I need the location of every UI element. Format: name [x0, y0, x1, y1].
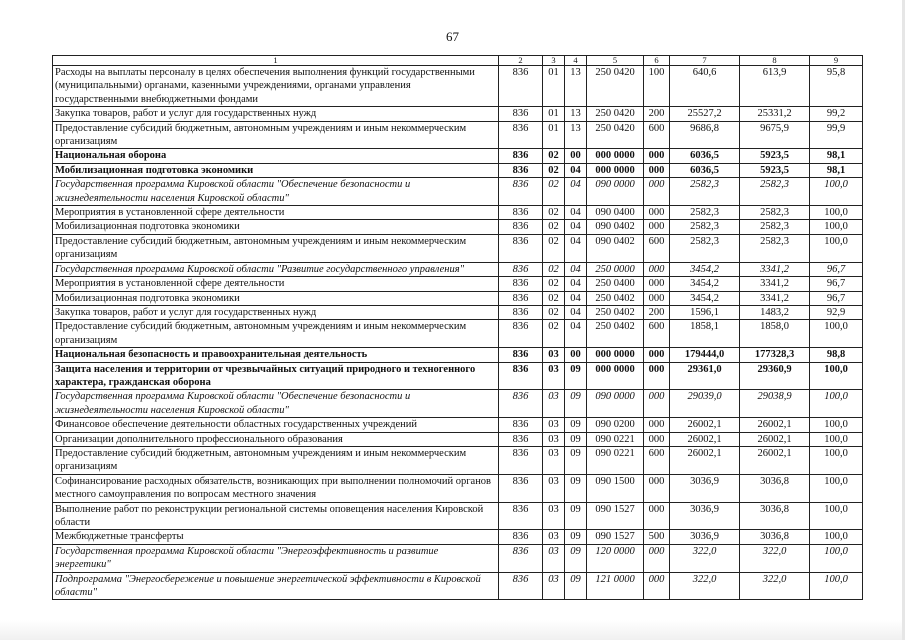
row-value-cell: 836	[499, 502, 543, 530]
row-value-cell: 836	[499, 178, 543, 206]
row-value-cell: 26002,1	[740, 418, 810, 432]
row-value-cell: 26002,1	[740, 432, 810, 446]
row-value-cell: 03	[543, 502, 565, 530]
row-value-cell: 836	[499, 66, 543, 107]
row-value-cell: 000	[644, 544, 670, 572]
row-value-cell: 100,0	[810, 220, 863, 234]
row-value-cell: 000	[644, 474, 670, 502]
row-value-cell: 2582,3	[740, 220, 810, 234]
row-value-cell: 98,1	[810, 149, 863, 163]
row-value-cell: 6036,5	[670, 163, 740, 177]
row-name-cell: Предоставление субсидий бюджетным, автономным учреждениям и иным некоммерческим организациям	[53, 446, 499, 474]
row-value-cell: 3341,2	[740, 291, 810, 305]
table-row	[53, 390, 863, 418]
row-name-cell: Софинансирование расходных обязательств, возникающих при выполнении полномочий органов местного самоуправления по вопросам местного значения	[53, 474, 499, 502]
row-value-cell: 1596,1	[670, 305, 740, 319]
row-name-cell: Мероприятия в установленной сфере деятельности	[53, 277, 499, 291]
row-value-cell: 836	[499, 474, 543, 502]
row-value-cell: 95,8	[810, 66, 863, 107]
row-value-cell: 04	[565, 178, 587, 206]
row-value-cell: 000 0000	[587, 163, 644, 177]
row-value-cell: 96,7	[810, 277, 863, 291]
row-value-cell: 836	[499, 530, 543, 544]
row-value-cell: 250 0402	[587, 320, 644, 348]
row-value-cell: 250 0400	[587, 277, 644, 291]
row-value-cell: 01	[543, 121, 565, 149]
row-value-cell: 02	[543, 149, 565, 163]
table-row	[53, 348, 863, 362]
row-value-cell: 26002,1	[670, 418, 740, 432]
row-value-cell: 000	[644, 163, 670, 177]
table-row	[53, 149, 863, 163]
row-name-cell: Мероприятия в установленной сфере деятельности	[53, 206, 499, 220]
row-value-cell: 09	[565, 572, 587, 600]
row-value-cell: 322,0	[740, 544, 810, 572]
row-value-cell: 3036,8	[740, 474, 810, 502]
header-cell: 5	[587, 56, 644, 66]
row-name-cell: Подпрограмма "Энергосбережение и повышение энергетической эффективности в Кировской области"	[53, 572, 499, 600]
row-value-cell: 2582,3	[740, 206, 810, 220]
row-value-cell: 250 0420	[587, 66, 644, 107]
budget-table	[52, 55, 863, 600]
table-row	[53, 107, 863, 121]
row-value-cell: 04	[565, 320, 587, 348]
row-value-cell: 6036,5	[670, 149, 740, 163]
row-value-cell: 09	[565, 418, 587, 432]
row-value-cell: 13	[565, 107, 587, 121]
row-value-cell: 26002,1	[670, 432, 740, 446]
row-value-cell: 836	[499, 234, 543, 262]
row-value-cell: 3036,9	[670, 474, 740, 502]
table-row	[53, 305, 863, 319]
row-value-cell: 02	[543, 277, 565, 291]
row-value-cell: 9686,8	[670, 121, 740, 149]
row-value-cell: 01	[543, 107, 565, 121]
row-value-cell: 090 0400	[587, 206, 644, 220]
row-value-cell: 03	[543, 572, 565, 600]
row-name-cell: Предоставление субсидий бюджетным, автономным учреждениям и иным некоммерческим организациям	[53, 234, 499, 262]
row-value-cell: 98,8	[810, 348, 863, 362]
row-value-cell: 322,0	[740, 572, 810, 600]
row-name-cell: Организации дополнительного профессионального образования	[53, 432, 499, 446]
row-value-cell: 02	[543, 178, 565, 206]
row-value-cell: 09	[565, 432, 587, 446]
row-value-cell: 600	[644, 446, 670, 474]
row-value-cell: 600	[644, 234, 670, 262]
row-value-cell: 600	[644, 320, 670, 348]
row-value-cell: 090 0200	[587, 418, 644, 432]
row-name-cell: Предоставление субсидий бюджетным, автономным учреждениям и иным некоммерческим организациям	[53, 320, 499, 348]
table-row	[53, 66, 863, 107]
row-value-cell: 120 0000	[587, 544, 644, 572]
row-value-cell: 04	[565, 206, 587, 220]
row-value-cell: 250 0402	[587, 291, 644, 305]
row-value-cell: 02	[543, 220, 565, 234]
row-name-cell: Государственная программа Кировской области "Развитие государственного управления"	[53, 262, 499, 276]
row-value-cell: 3036,8	[740, 530, 810, 544]
row-value-cell: 836	[499, 262, 543, 276]
row-value-cell: 03	[543, 446, 565, 474]
row-value-cell: 836	[499, 107, 543, 121]
row-value-cell: 02	[543, 206, 565, 220]
row-value-cell: 26002,1	[740, 446, 810, 474]
row-value-cell: 04	[565, 291, 587, 305]
row-value-cell: 5923,5	[740, 163, 810, 177]
row-value-cell: 177328,3	[740, 348, 810, 362]
row-value-cell: 000	[644, 220, 670, 234]
row-name-cell: Государственная программа Кировской области "Обеспечение безопасности и жизнедеятельности населения Кировской области"	[53, 178, 499, 206]
row-value-cell: 00	[565, 348, 587, 362]
row-value-cell: 090 0221	[587, 446, 644, 474]
row-value-cell: 100,0	[810, 572, 863, 600]
row-value-cell: 000 0000	[587, 348, 644, 362]
row-value-cell: 836	[499, 121, 543, 149]
row-value-cell: 836	[499, 206, 543, 220]
table-row	[53, 502, 863, 530]
row-value-cell: 09	[565, 362, 587, 390]
row-value-cell: 613,9	[740, 66, 810, 107]
row-value-cell: 836	[499, 544, 543, 572]
row-name-cell: Межбюджетные трансферты	[53, 530, 499, 544]
row-name-cell: Закупка товаров, работ и услуг для государственных нужд	[53, 107, 499, 121]
header-cell: 4	[565, 56, 587, 66]
table-row	[53, 474, 863, 502]
header-cell: 8	[740, 56, 810, 66]
row-value-cell: 99,9	[810, 121, 863, 149]
row-value-cell: 250 0402	[587, 305, 644, 319]
row-value-cell: 29038,9	[740, 390, 810, 418]
row-value-cell: 100,0	[810, 502, 863, 530]
row-value-cell: 200	[644, 305, 670, 319]
row-value-cell: 04	[565, 262, 587, 276]
row-value-cell: 3341,2	[740, 277, 810, 291]
row-value-cell: 100,0	[810, 320, 863, 348]
row-value-cell: 26002,1	[670, 446, 740, 474]
header-row	[53, 56, 863, 66]
row-value-cell: 3454,2	[670, 262, 740, 276]
row-value-cell: 2582,3	[740, 178, 810, 206]
row-value-cell: 1483,2	[740, 305, 810, 319]
row-value-cell: 000	[644, 291, 670, 305]
table-row	[53, 163, 863, 177]
table-row	[53, 530, 863, 544]
row-value-cell: 090 0402	[587, 234, 644, 262]
table-row	[53, 291, 863, 305]
row-value-cell: 29361,0	[670, 362, 740, 390]
row-name-cell: Закупка товаров, работ и услуг для государственных нужд	[53, 305, 499, 319]
row-value-cell: 322,0	[670, 572, 740, 600]
row-value-cell: 836	[499, 432, 543, 446]
row-value-cell: 29039,0	[670, 390, 740, 418]
row-value-cell: 836	[499, 348, 543, 362]
row-value-cell: 322,0	[670, 544, 740, 572]
row-value-cell: 000	[644, 262, 670, 276]
row-value-cell: 02	[543, 163, 565, 177]
row-value-cell: 000	[644, 432, 670, 446]
row-value-cell: 03	[543, 390, 565, 418]
row-value-cell: 3036,9	[670, 502, 740, 530]
header-cell: 7	[670, 56, 740, 66]
table-row	[53, 121, 863, 149]
row-value-cell: 02	[543, 262, 565, 276]
row-value-cell: 090 0402	[587, 220, 644, 234]
row-value-cell: 200	[644, 107, 670, 121]
row-value-cell: 99,2	[810, 107, 863, 121]
row-value-cell: 03	[543, 432, 565, 446]
table-row	[53, 320, 863, 348]
table-row	[53, 220, 863, 234]
row-value-cell: 02	[543, 291, 565, 305]
table-row	[53, 544, 863, 572]
header-cell: 3	[543, 56, 565, 66]
row-value-cell: 100,0	[810, 390, 863, 418]
row-value-cell: 090 0221	[587, 432, 644, 446]
row-name-cell: Расходы на выплаты персоналу в целях обеспечения выполнения функций государственными (муниципальными) органами, казенными учреждениями, органами управления государственными внебюджетными фондами	[53, 66, 499, 107]
row-value-cell: 01	[543, 66, 565, 107]
row-value-cell: 836	[499, 291, 543, 305]
row-value-cell: 100,0	[810, 418, 863, 432]
row-value-cell: 000	[644, 572, 670, 600]
row-value-cell: 500	[644, 530, 670, 544]
row-value-cell: 250 0420	[587, 107, 644, 121]
row-value-cell: 100,0	[810, 530, 863, 544]
row-name-cell: Защита населения и территории от чрезвычайных ситуаций природного и техногенного характера, гражданская оборона	[53, 362, 499, 390]
page-number: 67	[446, 29, 459, 44]
row-value-cell: 02	[543, 305, 565, 319]
header-cell: 1	[53, 56, 499, 66]
row-value-cell: 09	[565, 530, 587, 544]
row-value-cell: 09	[565, 446, 587, 474]
header-cell: 6	[644, 56, 670, 66]
row-name-cell: Государственная программа Кировской области "Энергоэффективность и развитие энергетики"	[53, 544, 499, 572]
row-value-cell: 836	[499, 362, 543, 390]
row-value-cell: 000	[644, 390, 670, 418]
row-name-cell: Выполнение работ по реконструкции региональной системы оповещения населения Кировской области	[53, 502, 499, 530]
row-value-cell: 100,0	[810, 362, 863, 390]
row-name-cell: Национальная безопасность и правоохранительная деятельность	[53, 348, 499, 362]
row-value-cell: 98,1	[810, 163, 863, 177]
row-name-cell: Национальная оборона	[53, 149, 499, 163]
row-value-cell: 836	[499, 390, 543, 418]
row-value-cell: 02	[543, 234, 565, 262]
scan-edge	[0, 620, 905, 640]
row-value-cell: 00	[565, 149, 587, 163]
row-value-cell: 836	[499, 320, 543, 348]
header-cell: 9	[810, 56, 863, 66]
row-value-cell: 836	[499, 277, 543, 291]
row-value-cell: 03	[543, 544, 565, 572]
row-value-cell: 090 1500	[587, 474, 644, 502]
row-value-cell: 000 0000	[587, 149, 644, 163]
row-value-cell: 02	[543, 320, 565, 348]
row-value-cell: 04	[565, 163, 587, 177]
row-value-cell: 100,0	[810, 234, 863, 262]
row-value-cell: 03	[543, 362, 565, 390]
row-value-cell: 2582,3	[670, 206, 740, 220]
row-value-cell: 090 0000	[587, 178, 644, 206]
row-value-cell: 836	[499, 446, 543, 474]
row-value-cell: 090 0000	[587, 390, 644, 418]
row-value-cell: 100,0	[810, 474, 863, 502]
row-value-cell: 000	[644, 348, 670, 362]
row-value-cell: 09	[565, 502, 587, 530]
table-row	[53, 362, 863, 390]
row-value-cell: 03	[543, 474, 565, 502]
row-value-cell: 2582,3	[670, 234, 740, 262]
row-value-cell: 836	[499, 418, 543, 432]
row-name-cell: Мобилизационная подготовка экономики	[53, 220, 499, 234]
row-value-cell: 04	[565, 277, 587, 291]
table-row	[53, 432, 863, 446]
row-value-cell: 600	[644, 121, 670, 149]
table-row	[53, 446, 863, 474]
row-value-cell: 090 1527	[587, 502, 644, 530]
row-value-cell: 836	[499, 572, 543, 600]
row-value-cell: 2582,3	[670, 220, 740, 234]
table-row	[53, 572, 863, 600]
row-value-cell: 836	[499, 220, 543, 234]
row-value-cell: 100,0	[810, 544, 863, 572]
table-row	[53, 206, 863, 220]
row-value-cell: 09	[565, 544, 587, 572]
row-value-cell: 000 0000	[587, 362, 644, 390]
row-value-cell: 9675,9	[740, 121, 810, 149]
row-value-cell: 92,9	[810, 305, 863, 319]
row-value-cell: 1858,0	[740, 320, 810, 348]
row-value-cell: 000	[644, 418, 670, 432]
row-value-cell: 03	[543, 418, 565, 432]
row-value-cell: 121 0000	[587, 572, 644, 600]
row-name-cell: Мобилизационная подготовка экономики	[53, 163, 499, 177]
row-value-cell: 03	[543, 348, 565, 362]
row-value-cell: 000	[644, 362, 670, 390]
row-value-cell: 25331,2	[740, 107, 810, 121]
row-value-cell: 000	[644, 206, 670, 220]
row-value-cell: 2582,3	[740, 234, 810, 262]
header-cell: 2	[499, 56, 543, 66]
row-value-cell: 000	[644, 277, 670, 291]
row-value-cell: 3036,8	[740, 502, 810, 530]
row-value-cell: 96,7	[810, 291, 863, 305]
row-name-cell: Государственная программа Кировской области "Обеспечение безопасности и жизнедеятельности населения Кировской области"	[53, 390, 499, 418]
row-value-cell: 3454,2	[670, 291, 740, 305]
row-value-cell: 2582,3	[670, 178, 740, 206]
table-row	[53, 277, 863, 291]
row-value-cell: 09	[565, 390, 587, 418]
row-value-cell: 000	[644, 149, 670, 163]
row-value-cell: 1858,1	[670, 320, 740, 348]
row-value-cell: 25527,2	[670, 107, 740, 121]
row-value-cell: 29360,9	[740, 362, 810, 390]
row-value-cell: 03	[543, 530, 565, 544]
row-value-cell: 100,0	[810, 432, 863, 446]
row-value-cell: 100,0	[810, 206, 863, 220]
row-value-cell: 04	[565, 234, 587, 262]
row-value-cell: 100	[644, 66, 670, 107]
table-row	[53, 234, 863, 262]
table-body	[53, 66, 863, 600]
row-value-cell: 836	[499, 163, 543, 177]
table-row	[53, 262, 863, 276]
row-value-cell: 3036,9	[670, 530, 740, 544]
row-value-cell: 640,6	[670, 66, 740, 107]
row-value-cell: 13	[565, 121, 587, 149]
row-value-cell: 250 0000	[587, 262, 644, 276]
row-value-cell: 100,0	[810, 178, 863, 206]
row-value-cell: 3341,2	[740, 262, 810, 276]
row-value-cell: 250 0420	[587, 121, 644, 149]
row-name-cell: Предоставление субсидий бюджетным, автономным учреждениям и иным некоммерческим организациям	[53, 121, 499, 149]
row-value-cell: 836	[499, 305, 543, 319]
row-value-cell: 04	[565, 305, 587, 319]
table-row	[53, 418, 863, 432]
row-value-cell: 000	[644, 178, 670, 206]
table-row	[53, 178, 863, 206]
row-value-cell: 3454,2	[670, 277, 740, 291]
row-value-cell: 04	[565, 220, 587, 234]
row-value-cell: 13	[565, 66, 587, 107]
row-value-cell: 09	[565, 474, 587, 502]
row-value-cell: 000	[644, 502, 670, 530]
row-value-cell: 5923,5	[740, 149, 810, 163]
row-value-cell: 836	[499, 149, 543, 163]
row-value-cell: 96,7	[810, 262, 863, 276]
row-name-cell: Финансовое обеспечение деятельности областных государственных учреждений	[53, 418, 499, 432]
row-name-cell: Мобилизационная подготовка экономики	[53, 291, 499, 305]
row-value-cell: 090 1527	[587, 530, 644, 544]
row-value-cell: 179444,0	[670, 348, 740, 362]
row-value-cell: 100,0	[810, 446, 863, 474]
